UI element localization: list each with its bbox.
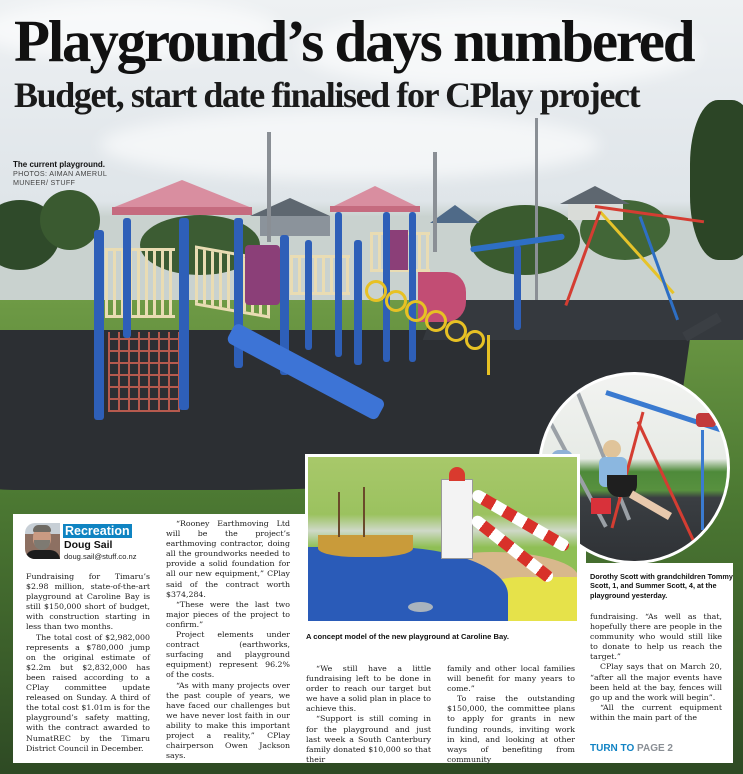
paragraph: fundraising. “As well as that, hopefully there are people in the community who would still like to donate to help us reach the target.” [590,612,722,662]
paragraph: The total cost of $2,982,000 represents a $780,000 jump on the original estimate of $2.2m but $2,832,000 has been raised according to a CPlay committee update released on Sunday. A third of the total cost $1.01m is for the playground’s safety matting, with the contract awarded to NumatREC by the Timaru District Council in December. [26,632,150,753]
subheadline: Budget, start date finalised for CPlay project [14,75,640,115]
article-column-1 [26,572,150,754]
paragraph: “Rooney Earthmoving Ltd will be the project’s earthmoving contractor, doing all the groundworks needed to provide a solid foundation for all our new equipment,” CPlay said of the contract worth $374,284. [166,519,290,599]
author-name: Doug Sail [64,539,113,551]
article-column-3 [306,664,431,765]
article-column-4 [447,664,575,765]
concept-model-image [305,454,580,624]
photo-credit: PHOTOS: AIMAN AMERUL MUNEER/ STUFF [13,169,107,187]
paragraph: “Support is still coming in for the playground and just last week a South Canterbury family donated $10,000 so that their [306,714,431,764]
paragraph: family and other local families will benefit for many years to come.” [447,664,575,694]
paragraph: CPlay says that on March 20, “after all the major events have been held at the bay, fences will go up and the work will begin”. [590,662,722,702]
author-email[interactable]: doug.sail@stuff.co.nz [64,552,137,561]
turn-to-page-link[interactable] [590,743,673,754]
concept-image-caption: A concept model of the new playground at Caroline Bay. [306,632,509,641]
article-column-5 [590,612,722,723]
headline: Playground’s days numbered [14,8,694,74]
paragraph: “All the current equipment within the main part of the [590,702,722,722]
paragraph: “As with many projects over the past couple of years, we have faced our challenges but we have never lost faith in our ability to make this important project a reality,” CPlay chairperson Owen Jackson says. [166,680,290,761]
page-reference: PAGE 2 [637,743,673,754]
paragraph: Project elements under contract (earthworks, surfacing and playground equipment) represent 96.2% of the costs. [166,630,290,680]
paragraph: “We still have a little fundraising left to be done in order to reach our target but we have a solid plan in place to achieve this. [306,664,432,714]
main-photo-caption [13,160,133,187]
section-tag: Recreation [65,524,130,538]
paragraph: To raise the outstanding $150,000, the committee plans to apply for grants in new funding rounds, inviting work in kind, and looking at other ways of benefiting from community [447,694,575,764]
author-avatar [25,523,60,559]
paragraph: “These were the last two major pieces of the project to confirm.” [166,599,290,629]
caption-text: The current playground. [13,160,106,169]
paragraph: Fundraising for Timaru’s $2.98 million, state-of-the-art playground at Caroline Bay is still $150,000 short of budget, with construction starting in less than two months. [26,572,150,632]
article-column-2 [166,519,290,761]
turn-to-label: TURN TO [590,743,635,754]
byline [25,523,160,561]
swing-photo-caption: Dorothy Scott with grandchildren Tommy Scott, 1, and Summer Scott, 4, at the playground yesterday. [590,572,733,600]
